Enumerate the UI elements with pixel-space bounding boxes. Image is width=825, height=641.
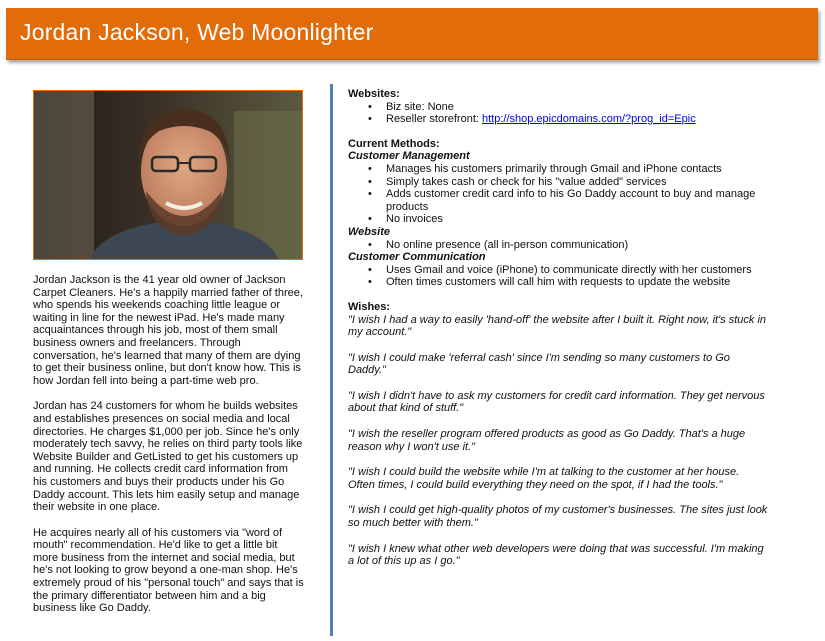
websites-heading: Websites: [348, 88, 400, 100]
bio-paragraph: Jordan Jackson is the 41 year old owner of Jackson Carpet Cleaners. He's a happily married father of three, who spends his weekends coaching little league or waiting in line for the newest iPad. He's made many acquaintances through his job, most of them small business owners and freelancers. Through conversation, he's learned that many of them are dying to get their business online, but don't know how. This is how Jordan fell into being a part-time web pro. [33, 274, 303, 387]
wish-quote: "I wish I knew what other web developers were doing that was successful. I'm making a lot of this up as I go." [348, 542, 764, 568]
list-item: • No invoices [386, 213, 768, 226]
column-divider [330, 84, 333, 636]
wishes-heading: Wishes: [348, 300, 391, 313]
wish-quote: "I wish I didn't have to ask my customers for credit card information. They get nervous about that kind of stuff." [348, 389, 765, 415]
details-column [348, 88, 768, 581]
customer-management-list [348, 163, 768, 226]
website-heading: Website [348, 225, 390, 238]
customer-communication-heading: Customer Communication [348, 251, 486, 264]
wish-quote: "I wish I had a way to easily 'hand-off' the website after I built it. Right now, it's stuck in my account." [348, 313, 767, 339]
wish-quote: "I wish I could get high-quality photos of my customer's businesses. The sites just look so much better with them." [348, 504, 768, 530]
customer-management-heading: Customer Management [348, 150, 470, 163]
wish-quote: "I wish I could build the website while I'm at talking to the customer at her house. Often times, I could build everything they need on the spot, if I had the tools." [348, 466, 740, 491]
customer-communication-list [348, 264, 768, 289]
bio-paragraph: He acquires nearly all of his customers via "word of mouth" recommendation. He'd like to get a little bit more business from the internet and social media, but he's not looking to grow beyond a one-man shop. He's extremely proud of his "personal touch" and says that is the primary differentiator between him and a big business like Go Daddy. [33, 526, 304, 615]
wish-quote: "I wish the reseller program offered products as good as Go Daddy. That's a huge reason why I won't use it." [348, 428, 746, 453]
list-item [386, 113, 768, 126]
wish-quote: "I wish I could make 'referral cash' since I'm sending so many customers to Go Daddy." [348, 351, 730, 377]
list-item: • Often times customers will call him with requests to update the website [386, 276, 768, 289]
bio-paragraph: Jordan has 24 customers for whom he builds websites and establishes presences on social media and local directories. He charges $1,000 per job. Since he's only moderately tech savvy, he relies on third party tools like Website Builder and GetListed to get his customers up and running. He collects credit card information from his customers and buys their products under his Go Daddy account. This lets him easily setup and manage their website in one place. [33, 400, 303, 514]
methods-heading: Current Methods: [348, 137, 440, 150]
persona-photo [33, 90, 303, 260]
list-item: • Uses Gmail and voice (iPhone) to communicate directly with her customers [386, 264, 768, 277]
websites-list [348, 101, 768, 126]
list-item: • Manages his customers primarily through Gmail and iPhone contacts [386, 163, 768, 176]
list-item: • No online presence (all in-person communication) [386, 239, 768, 252]
reseller-storefront-link[interactable]: http://shop.epicdomains.com/?prog_id=Epic [481, 113, 696, 126]
reseller-label: Reseller storefront: [386, 113, 482, 126]
website-list [348, 239, 768, 252]
list-item: • Simply takes cash or check for his "value added" services [386, 176, 768, 189]
title-bar [6, 8, 818, 60]
list-item: • Adds customer credit card info to his Go Daddy account to buy and manage products [386, 188, 768, 213]
bio-text [33, 274, 305, 628]
page-title: Jordan Jackson, Web Moonlighter [20, 19, 374, 45]
list-item: • Biz site: None [386, 101, 768, 114]
